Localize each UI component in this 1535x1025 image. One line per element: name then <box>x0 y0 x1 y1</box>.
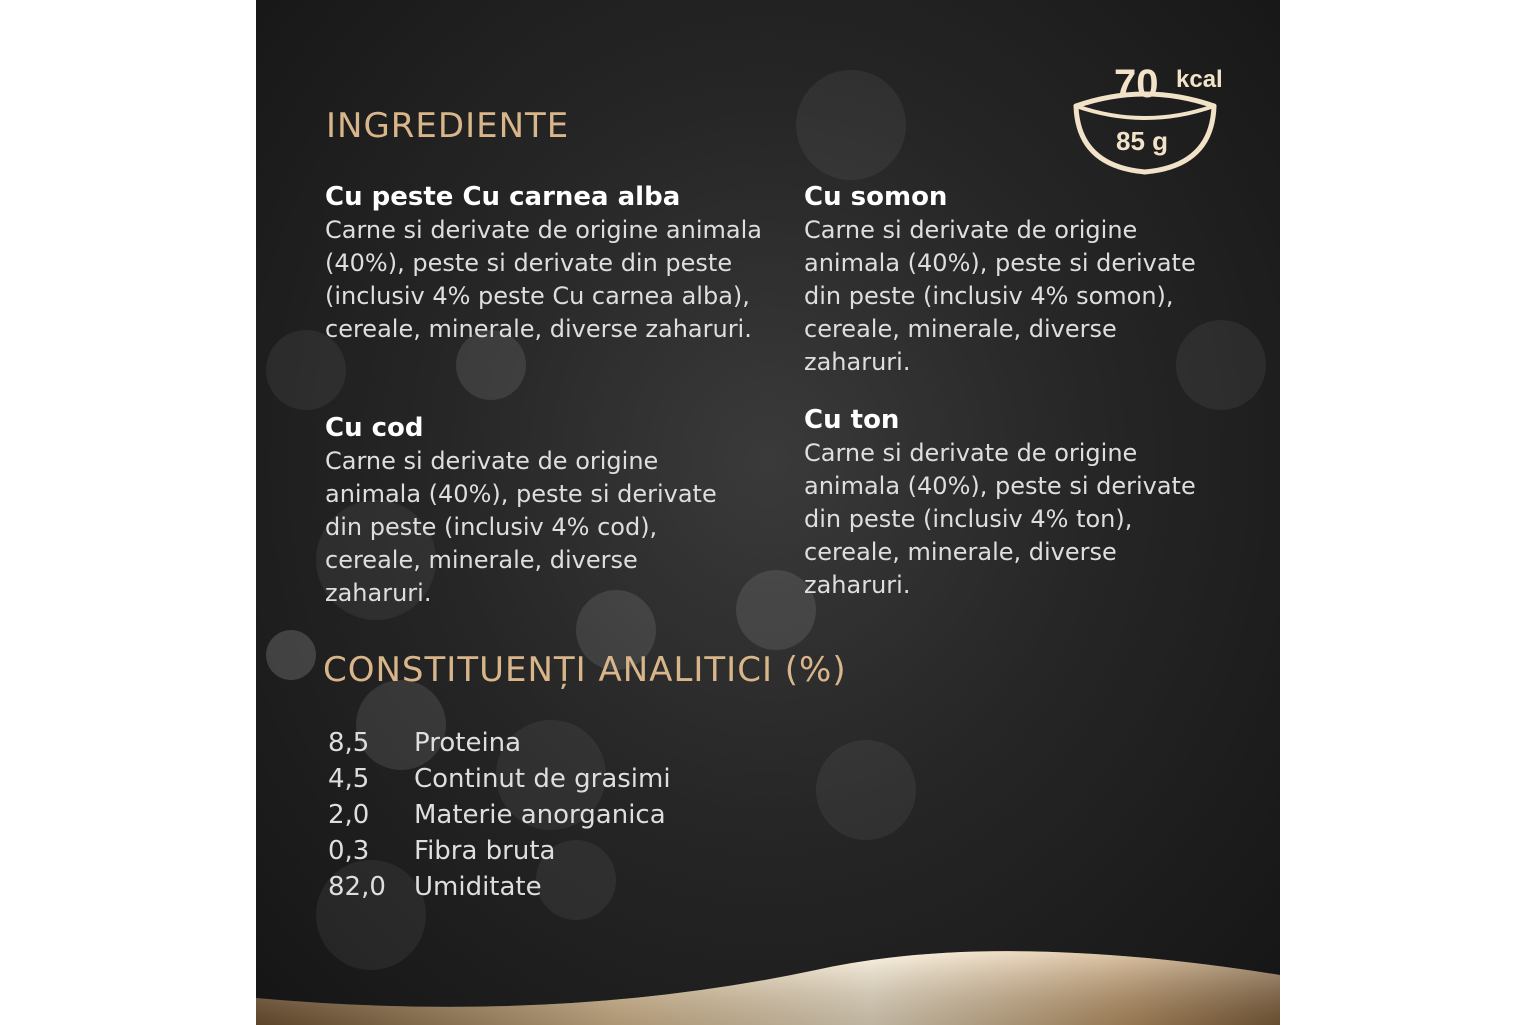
variety-name: Cu peste Cu carnea alba <box>325 182 681 212</box>
analytical-label: Proteina <box>414 728 522 758</box>
variety-name: Cu somon <box>804 182 948 212</box>
calorie-badge <box>1070 58 1230 178</box>
variety-block <box>804 180 1254 379</box>
product-info-panel <box>256 0 1280 1025</box>
calorie-unit: kcal <box>1176 66 1223 93</box>
analytical-value: 2,0 <box>328 800 370 830</box>
variety-ingredients: Carne si derivate de origine animala (40%), peste si derivate din peste (inclusiv 4% cod), cereale, minerale, diverse zaharuri. <box>325 447 717 607</box>
bokeh-light <box>266 630 316 680</box>
analytical-label: Continut de grasimi <box>414 764 671 794</box>
analytical-row <box>328 797 671 833</box>
variety-ingredients: Carne si derivate de origine animala (40%), peste si derivate din peste (inclusiv 4% peste Cu carnea alba), cereale, minerale, diverse zaharuri. <box>325 216 762 343</box>
analytical-row <box>328 833 671 869</box>
variety-block <box>325 180 775 346</box>
analytical-label: Materie anorganica <box>414 800 666 830</box>
analytical-table <box>328 725 671 905</box>
variety-block <box>804 403 1254 602</box>
analytical-label: Umiditate <box>414 872 542 902</box>
bokeh-light <box>816 740 916 840</box>
analytical-row <box>328 761 671 797</box>
calorie-value: 70 <box>1114 62 1159 106</box>
bokeh-light <box>796 70 906 180</box>
analytical-value: 8,5 <box>328 728 370 758</box>
analytical-value: 0,3 <box>328 836 370 866</box>
variety-block <box>325 411 775 610</box>
variety-ingredients: Carne si derivate de origine animala (40%), peste si derivate din peste (inclusiv 4% ton), cereale, minerale, diverse zaharuri. <box>804 439 1196 599</box>
analytical-label: Fibra bruta <box>414 836 556 866</box>
analytical-value: 82,0 <box>328 872 386 902</box>
variety-ingredients: Carne si derivate de origine animala (40%), peste si derivate din peste (inclusiv 4% somon), cereale, minerale, diverse zaharuri. <box>804 216 1196 376</box>
portion-size: 85 g <box>1116 126 1169 156</box>
analytical-value: 4,5 <box>328 764 370 794</box>
analytical-row <box>328 869 671 905</box>
gold-ribbon-decoration <box>256 930 1280 1025</box>
variety-name: Cu cod <box>325 413 424 443</box>
variety-name: Cu ton <box>804 405 900 435</box>
analytical-row <box>328 725 671 761</box>
analytical-constituents-heading: CONSTITUENȚI ANALITICI (%) <box>323 650 847 690</box>
ingredients-heading: INGREDIENTE <box>326 106 570 146</box>
